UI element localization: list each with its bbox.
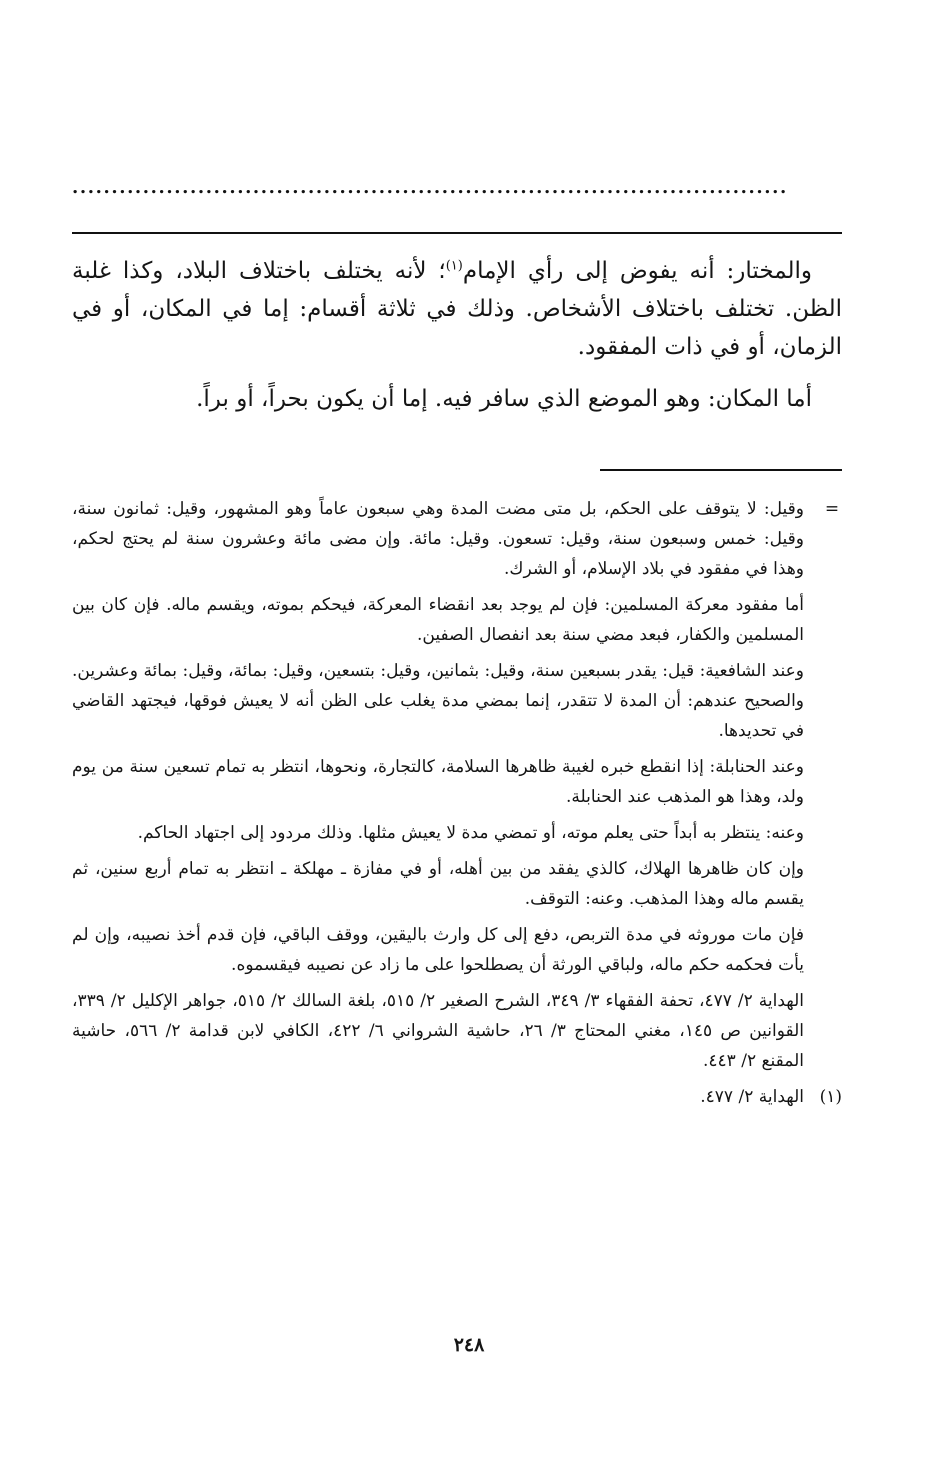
main-paragraph-1-rest: ؛ لأنه يختلف باختلاف البلاد، وكذا غلبة الظن. تختلف باختلاف الأشخاص. وذلك في ثلاثة أقسام: إما في المكان، أو في الزمان، أو في ذات المفقود.: [72, 258, 842, 360]
footnote-rule: [600, 469, 842, 471]
footnote-block: [72, 656, 842, 746]
footnote-paragraph: فإن مات موروثه في مدة التربص، دفع إلى كل وارث باليقين، ووقف الباقي، فإن قدم أخذ نصيبه، وإن لم يأت فحكمه حكم ماله، ولباقي الورثة أن يصطلحوا على ما زاد عن نصيبه فيقسموه.: [72, 925, 804, 975]
footnote-paragraph: وإن كان ظاهرها الهلاك، كالذي يفقد من بين أهله، أو في مفازة ـ مهلكة ـ انتظر به تمام أربع سنين، ثم يقسم ماله وهذا المذهب. وعنه: التوقف.: [72, 859, 804, 909]
footnote-paragraph: وعند الحنابلة: إذا انقطع خبره لغيبة ظاهرها السلامة، كالتجارة، ونحوها، انتظر به تمام تسعين سنة من يوم ولد، وهذا هو المذهب عند الحنابلة.: [72, 757, 804, 807]
footnote-block: [72, 818, 842, 848]
footnote-1-text: الهداية ٢/ ٤٧٧.: [700, 1087, 804, 1107]
continued-footnote: [72, 494, 842, 584]
footnotes-section: [72, 494, 842, 1118]
footnote-block: [72, 854, 842, 914]
footnote-block: [72, 752, 842, 812]
main-text: [72, 252, 842, 418]
footnote-references: [72, 986, 842, 1076]
footnote-paragraph: أما مفقود معركة المسلمين: فإن لم يوجد بعد انقضاء المعركة، فيحكم بموته، ويقسم ماله. فإن كان بين المسلمين والكفار، فبعد مضي سنة بعد انفصال الصفين.: [72, 595, 804, 645]
main-paragraph-1: [72, 252, 842, 366]
footnote-reference-1: (١): [445, 258, 463, 274]
main-paragraph-2: أما المكان: وهو الموضع الذي سافر فيه. إما أن يكون بحراً، أو براً.: [196, 386, 812, 412]
footnote-paragraph: وعند الشافعية: قيل: يقدر بسبعين سنة، وقيل: بثمانين، وقيل: بتسعين، وقيل: بمائة، وقيل: بمائة وعشرين. والصحيح عندهم: أن المدة لا تتقدر، إنما بمضي مدة يغلب على الظن أنه لا يعيش فوقها، فيجتهد القاضي في تحديدها.: [72, 661, 804, 741]
footnote-block: [72, 920, 842, 980]
page-number: ٢٤٨: [453, 1334, 485, 1356]
top-rule: [72, 232, 842, 234]
footnote-1: [72, 1082, 842, 1112]
footnote-paragraph: وعنه: ينتظر به أبداً حتى يعلم موته، أو تمضي مدة لا يعيش مثلها. وذلك مردود إلى اجتهاد الحاكم.: [137, 823, 804, 843]
footnote-paragraph: وقيل: لا يتوقف على الحكم، بل متى مضت المدة وهي سبعون عاماً وهو المشهور، وقيل: ثمانون سنة، وقيل: خمس وسبعون سنة، وقيل: تسعون. وقيل: مائة. وإن مضى مائة وعشرون سنة لم يحتج لحكم، وهذا في مفقود في بلاد الإسلام، أو الشرك.: [72, 499, 804, 579]
continuation-mark: =: [824, 499, 840, 519]
main-paragraph-1-start: والمختار: أنه يفوض إلى رأي الإمام: [462, 258, 813, 284]
footnote-paragraph: الهداية ٢/ ٤٧٧، تحفة الفقهاء ٣/ ٣٤٩، الشرح الصغير ٢/ ٥١٥، بلغة السالك ٢/ ٥١٥، جواهر الإكليل ٢/ ٣٣٩، القوانين ص ١٤٥، مغني المحتاج ٣/ ٢٦، حاشية الشرواني ٦/ ٤٢٢، الكافي لابن قدامة ٢/ ٥٦٦، حاشية المقنع ٢/ ٤٤٣.: [72, 991, 805, 1071]
dotted-separator: ...........................................................................................: [72, 178, 788, 198]
footnote-block: [72, 590, 842, 650]
footnote-1-number: (١): [819, 1087, 842, 1107]
